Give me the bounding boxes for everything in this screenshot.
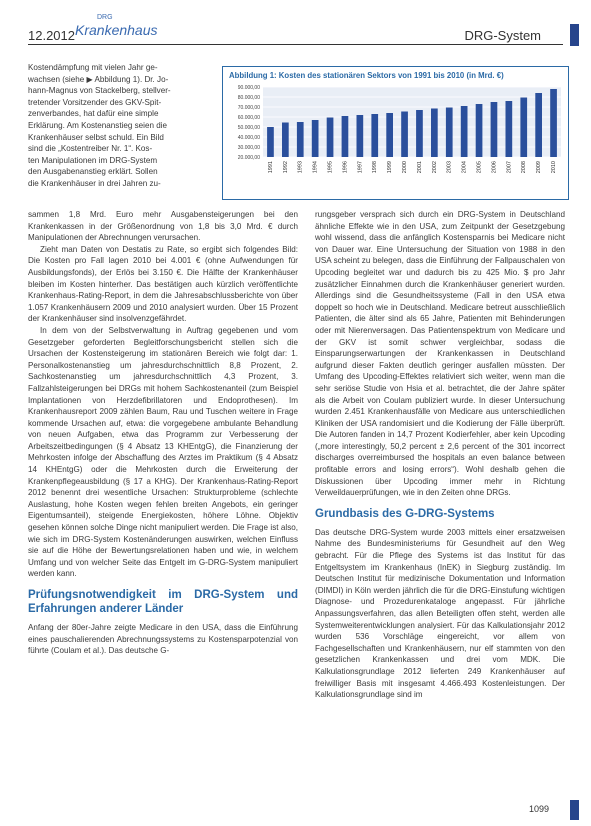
bar: [476, 104, 483, 157]
left-top-line: wachsen (siehe ▶ Abbildung 1). Dr. Jo-: [28, 74, 169, 84]
left-top-line: Krankenhäuser selbst schuld. Ein Bild: [28, 132, 164, 142]
x-tick-label: 2005: [476, 161, 483, 174]
left-top-line: Erklärung. Am Kostenanstieg seien die: [28, 120, 168, 130]
x-tick-label: 1997: [357, 161, 364, 174]
x-tick-label: 2004: [461, 161, 468, 174]
logo-main-text: Krankenhaus: [75, 22, 158, 38]
body-paragraph: rungsgeber versprach sich durch ein DRG-System in Deutschland ähnliche Effekte wie in den USA, zum Zeitpunkt der Gesetzgebung wohl wissend, dass die anfänglich Kostensparnis bei Medicare nicht von Dauer war. Eine Untersuchung der Situation von 1988 in den USA scheint zu belegen, dass die Einführung der Fallpauschalen von Upcoding begleitet war und dadurch bis zu 425 Mio. $ pro Jahr zusätzlicher Einnahmen durch die Krankenhäuser generiert wurden. Allerdings sind die Gesundheitssysteme (Fall in den USA etwa doppelt so hoch wie in Deutschland. Medicare betreut ausschließlich Patienten, die älter sind als 65 Jahre, Patienten mit Behinderungen oder mit Nierenversagen. Das Patientenspektrum von Medicare und der GKV ist somit schwer vergleichbar, sodass die Einsparungserwartungen der Krankenkassen in Deutschland aufgrund dieser Fakten deutlich geringer ausfallen müssten. Der Umfang des Upcoding-Effektes relativiert sich weiter, wenn man die sehr seriöse Studie von Hsia et al. betrachtet, die der Jahre später als die Arbeit von Coulam publiziert wurde. In dieser Untersuchung wurden 2.451 Krankenhausfälle von Medicare aus unterschiedlichen Kliniken der USA randomisiert und die Kodierung der Fälle überprüft. Die Autoren fanden in 14,7 Prozent Kodierfehler, aber kein Upcoding („more interestingly, 50,2 percent ± 2,6 percent of the 301 incorrect discharges overreimbursed the hospitals an even balance between profitable errors and losing errors“). Wohl deshalb gehen die Diskussionen über Upcoding immer mehr in Richtung Verweildauerprüfungen, wie in den Zeiten ohne DRGs.: [315, 210, 565, 498]
left-top-line: hann-Magnus von Stackelberg, stellver-: [28, 86, 171, 96]
section-title: DRG-System: [464, 28, 541, 43]
journal-logo: [75, 14, 165, 40]
bar: [550, 89, 557, 157]
x-tick-label: 1992: [282, 161, 289, 174]
bar: [446, 108, 453, 158]
left-top-line: ten Manipulationen im DRG-System: [28, 155, 158, 165]
logo-small-text: DRG: [97, 14, 113, 21]
x-tick-label: 1994: [312, 161, 319, 174]
x-tick-label: 1995: [327, 161, 334, 174]
y-tick-label: 40.000,00: [237, 135, 260, 141]
y-tick-label: 20.000,00: [237, 155, 260, 161]
y-tick-label: 80.000,00: [237, 95, 260, 101]
section-heading: Grundbasis des G-DRG-Systems: [315, 507, 495, 520]
body-paragraph: In dem von der Selbstverwaltung in Auftrag gegebenen und vom Gesetzgeber geforderten Begleitforschungsbericht stellen sich die Ursachen der Kostensteigerung im stationären Bereich wie folgt dar: 1. Personalkostenanstieg um jahresdurchschnittlich 8,8 Prozent, 2. Sachkostenanstieg um jahresdurchschnittlich 4,3 Prozent, 3. Fallzahlsteigerungen bei DRGs mit hohem Sachkostenanteil (zum Beispiel Implantationen von Herzdefibrillatoren und Endoprothesen). Im Krankenhausreport 2009 zählen Baum, Rau und Tuschen weitere in Frage kommende Ursachen auf, etwa: die vorgegebene ambulante Behandlung von neuen Aufgaben, etwa das Programm zur Verbesserung der Arbeitszeitbedingungen (§ 4 Absatz 13 KHEntgG), die Finanzierung der Mehrkosten infolge der Abschaffung des Arztes im Praktikum (§ 4 Absatz 14 KHEntgG) oder die Mehrkosten durch die Erweiterung der Krankenpflegeausbildung (§ 17 a KHG). Der Krankenhaus-Rating-Report 2012 benennt drei wesentliche Ursachen: Strukturprobleme (schlechte Auslastung, hohe Kosten wegen fehlen breiten Angebots, ein geringer Eigentumsanteil), steigende Energiekosten, höhere Löhne. Objektiv gesehen können solche Dinge nicht manipuliert werden. Die Frage ist also, wie sich im DRG-System Kostenänderungen auswirken, welchen Einfluss sie auf die Höhe der Bewertungsrelationen haben und wie, in welchem Umfang und von welcher Seite das Entgelt im G-DRG-System manipuliert werden kann.: [28, 325, 298, 579]
bar: [282, 123, 289, 158]
body-paragraph: Das deutsche DRG-System wurde 2003 mittels einer ersatzweisen Nahme des Bundesministeriums für Gesundheit auf den Weg gebracht. Für die Pflege des Systems ist das Institut für das Entgeltsystem im Krankenhaus (InEK) in Siegburg zuständig. Im Deutschen Institut für medizinische Dokumentation und Information (DIMDI) in Köln werden jährlich die für die DRG-Einstufung wichtigen Diagnose- und Prozedurenkataloge angepasst. Für jährliche Anpassungsverfahren, das allen Beteiligten offen steht, werden alle Systemweiterentwicklungen analysiert. Für das Kalkulationsjahr 2012 wurden 536 Vorschläge eingereicht, vor allem von Fachgesellschaften und Krankenhäusern, nur elf stammten von den gesetzlichen Krankenkassen und drei vom MDK. Die Kalkulationsgrundlage 2012 lieferten 249 Krankenhäuser auf freiwilliger Basis mit insgesamt 4.466.493 Kostenleistungen. Der Kalkulationsgrundlage sind im: [315, 527, 565, 700]
page-number: 1099: [528, 804, 549, 814]
left-top-line: tretender Vorsitzender des GKV-Spit-: [28, 97, 162, 107]
bar: [401, 112, 408, 158]
bar: [356, 115, 363, 157]
x-tick-label: 2007: [506, 161, 513, 174]
y-tick-label: 90.000,00: [237, 85, 260, 91]
bar: [431, 109, 438, 158]
x-tick-label: 1999: [387, 161, 394, 174]
x-tick-label: 1996: [342, 161, 349, 174]
left-top-line: die Krankenhäuser in drei Jahren zu-: [28, 178, 161, 188]
plot-area: [263, 87, 561, 157]
x-tick-label: 1991: [267, 161, 274, 174]
header-rule: [28, 44, 563, 45]
x-tick-label: 2000: [402, 161, 409, 174]
x-tick-label: 1998: [372, 161, 379, 174]
y-tick-label: 50.000,00: [237, 125, 260, 131]
bar: [535, 93, 542, 157]
bar: [327, 118, 334, 158]
x-tick-label: 2006: [491, 161, 498, 174]
x-tick-label: 2009: [536, 161, 543, 174]
bar: [267, 127, 274, 157]
x-tick-label: 1993: [297, 161, 304, 174]
left-top-column: [28, 62, 216, 190]
x-tick-label: 2002: [431, 161, 438, 174]
bar: [297, 122, 304, 157]
body-paragraph: Anfang der 80er-Jahre zeigte Medicare in den USA, dass die Einführung eines pauschalierenden Abrechnungssystems zu Kostensparpotenzial von führte (Coulam et al.). Das deutsche G-: [28, 623, 298, 656]
left-column: [28, 209, 298, 657]
figure-box: [222, 66, 569, 200]
figure-title: Abbildung 1: Kosten des stationären Sektors von 1991 bis 2010 (in Mrd. €): [229, 71, 504, 80]
bar: [312, 120, 319, 157]
bar: [342, 116, 349, 157]
x-tick-label: 2001: [416, 161, 423, 174]
right-column: [315, 209, 565, 701]
body-paragraph: sammen 1,8 Mrd. Euro mehr Ausgabensteigerungen bei den Krankenkassen in der Größenordnung von 1,8 bis 3,0 Mrd. € durch Manipulationen der Abrechnungen verursachen.: [28, 210, 298, 243]
bar: [416, 110, 423, 157]
bar: [520, 98, 527, 158]
x-tick-label: 2010: [551, 161, 558, 174]
issue-date: 12.2012: [28, 28, 75, 43]
y-tick-label: 30.000,00: [237, 145, 260, 151]
section-marker-bar: [570, 24, 579, 46]
bar: [491, 102, 498, 157]
page-header: [0, 0, 591, 48]
left-top-line: den Ausgabenanstieg erklärt. Sollen: [28, 167, 158, 177]
section-heading: Prüfungsnotwendigkeit im DRG-System und Erfahrungen anderer Länder: [28, 589, 298, 615]
body-paragraph: Zieht man Daten von Destatis zu Rate, so ergibt sich folgendes Bild: Die Kosten pro Fall lagen 2010 bei 4.001 € (ohne Aufwendungen für Ausbildungsfonds), der Erlös bei 3.150 €. Die Hälfte der Krankenhäuser bleiben im Kosten hinterher. Das bestätigen auch kürzlich veröffentlichte Krankenhaus-Rating-Report, in dem die Jahresabschlussberichte von über 1.057 Krankenhäusern 2009 und 2010 analysiert wurden. Über 15 Prozent der Krankenhäuser sind insolvenzgefährdet.: [28, 244, 298, 324]
bar: [461, 106, 468, 157]
bar: [505, 101, 512, 157]
x-tick-label: 2003: [446, 161, 453, 174]
x-tick-label: 2008: [521, 161, 528, 174]
bar-chart: [223, 83, 565, 195]
left-top-line: zenverbandes, hat dafür eine simple: [28, 109, 159, 119]
y-tick-label: 70.000,00: [237, 105, 260, 111]
bar: [386, 113, 393, 157]
bar: [371, 114, 378, 157]
left-top-line: sind die „Kostentreiber Nr. 1“. Kos-: [28, 144, 153, 154]
footer-marker-bar: [570, 800, 579, 820]
left-top-line: Kostendämpfung mit vielen Jahr ge-: [28, 63, 158, 72]
y-tick-label: 60.000,00: [237, 115, 260, 121]
